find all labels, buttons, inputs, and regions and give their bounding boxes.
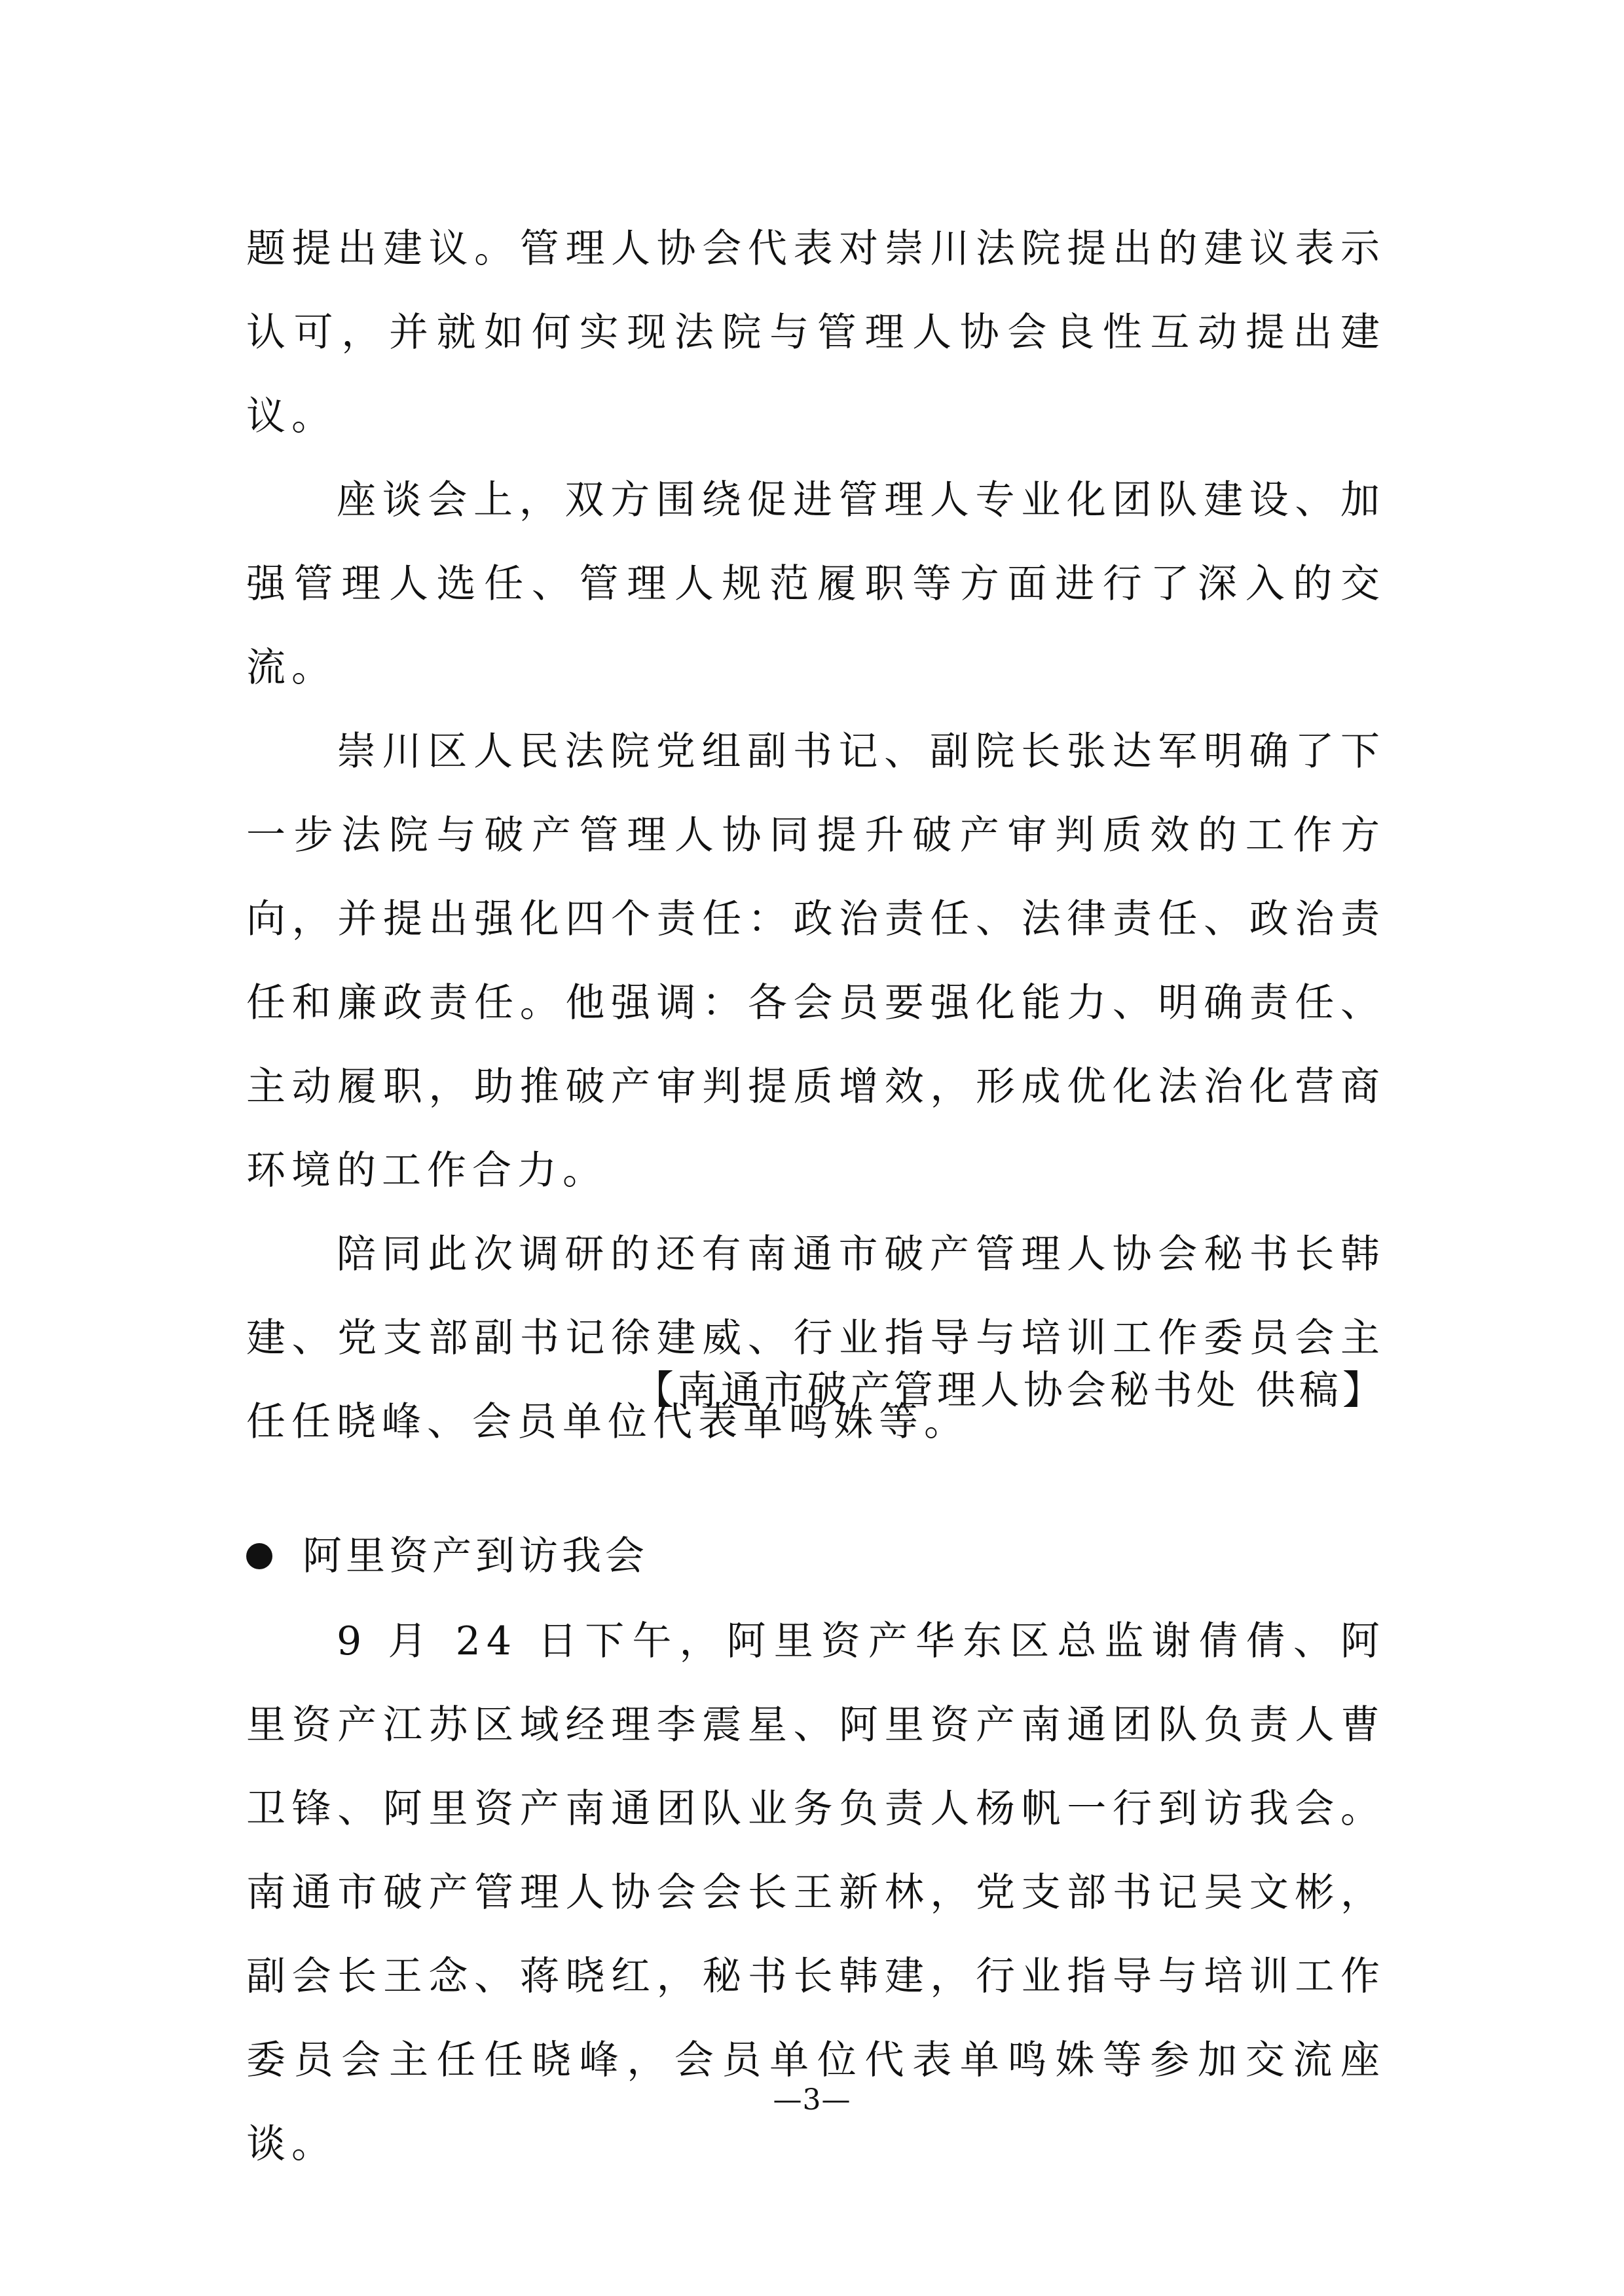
paragraph-vice-president-remarks: 崇川区人民法院党组副书记、副院长张达军明确了下一步法院与破产管理人协同提升破产审判质效的工作方向，并提出强化四个责任：政治责任、法律责任、政治责任和廉政责任。他强调：各会员要强化能力、明确责任、主动履职，助推破产审判提质增效，形成优化法治化营商环境的工作合力。 [246,729,1386,1194]
section-heading-text: 阿里资产到访我会 [303,1533,648,1579]
paragraph-alibaba-visit: 9 月 24 日下午，阿里资产华东区总监谢倩倩、阿里资产江苏区域经理李震星、阿里资产南通团队负责人曹卫锋、阿里资产南通团队业务负责人杨帆一行到访我会。南通市破产管理人协会会长王新林，党支部书记吴文彬，副会长王念、蒋晓红，秘书长韩建，行业指导与培训工作委员会主任任晓峰，会员单位代表单鸣姝等参加交流座谈。 [246,1618,1386,2167]
paragraph-continuation: 题提出建议。管理人协会代表对崇川法院提出的建议表示认可，并就如何实现法院与管理人协会良性互动提出建议。 [246,226,1386,439]
section-heading [246,1514,648,1598]
source-attribution: 【南通市破产管理人协会秘书处 供稿】 [634,1368,1386,1413]
body-text-top [246,207,1386,1464]
bullet-icon [246,1543,272,1569]
paragraph-accompanying-members: 陪同此次调研的还有南通市破产管理人协会秘书长韩建、党支部副书记徐建威、行业指导与培训工作委员会主任任晓峰、会员单位代表单鸣姝等。 [246,1231,1386,1445]
paragraph-discussion: 座谈会上，双方围绕促进管理人专业化团队建设、加强管理人选任、管理人规范履职等方面进行了深入的交流。 [246,477,1386,691]
page-number: —3— [773,2083,851,2117]
